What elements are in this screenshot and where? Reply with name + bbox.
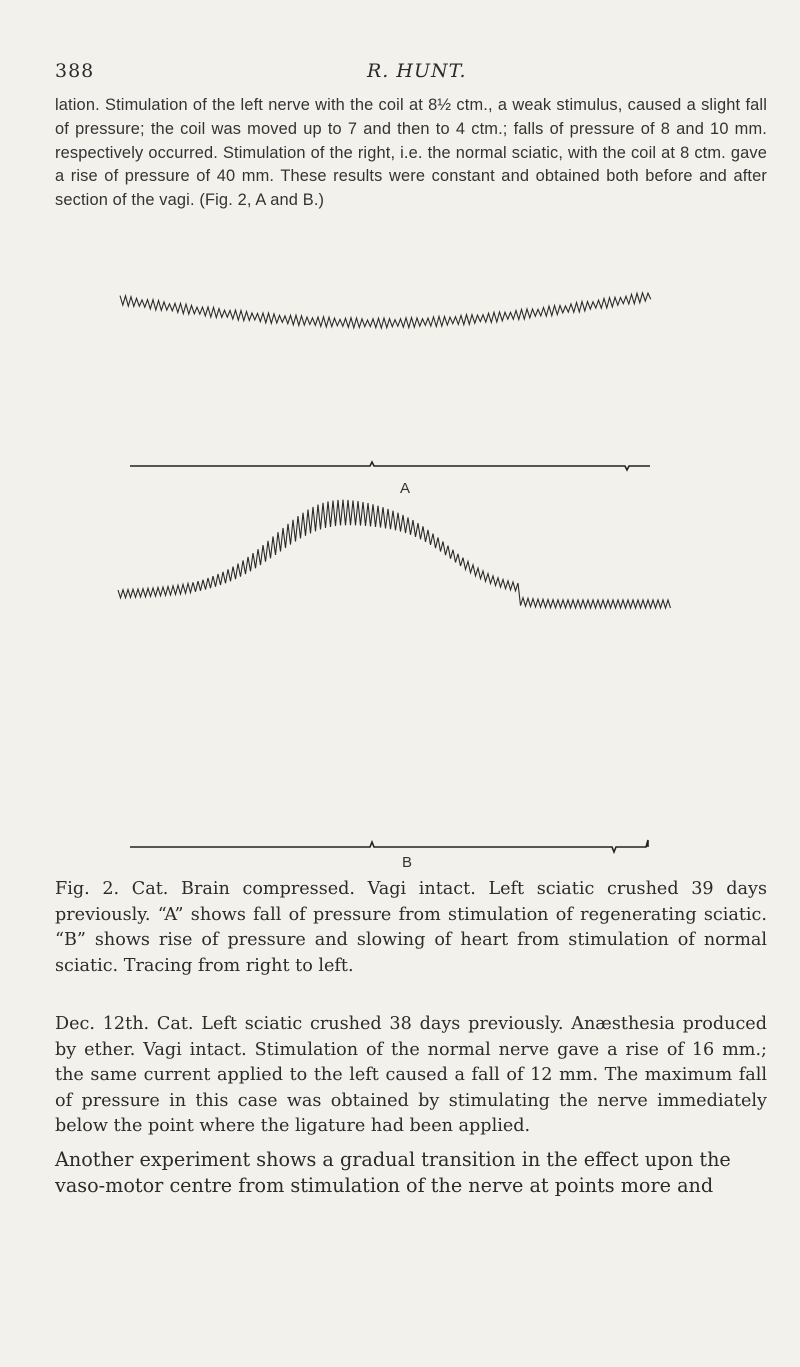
tracing-a-label: A [400,480,411,497]
paragraph-dec-12: Dec. 12th. Cat. Left sciatic crushed 38 days previously. Anæsthesia produced by ether. Vagi intact. Stimulation of the normal nerve gave a rise of 16 mm.; the same current applied to the left caused a fall of 12 mm. The maximum fall of pressure in this case was obtained by stimulating the nerve immediately below the point where the ligature had been applied. [55,1014,767,1136]
tracing-b-label: B [402,854,413,871]
running-title: R. HUNT. [367,60,467,82]
figure-caption: Fig. 2. Cat. Brain compressed. Vagi intact. Left sciatic crushed 39 days previously. “A” shows fall of pressure from stimulation of regenerating sciatic. “B” shows rise of pressure and slowing of heart from stimulation of normal sciatic. Tracing from right to left. [55,879,767,976]
paragraph-continuation: Another experiment shows a gradual transition in the effect upon the vaso-motor centre from stimulation of the nerve at points more and [55,1148,731,1197]
blood-pressure-tracings [0,280,800,880]
tracing-a-signal-line [130,462,650,470]
page-number: 388 [55,60,95,82]
tracing-b-signal-line [130,840,648,852]
tracing-b-pressure-curve [118,500,671,608]
tracing-a-pressure-curve [120,293,651,328]
paragraph-intro: lation. Stimulation of the left nerve with the coil at 8½ ctm., a weak stimulus, caused a slight fall of pressure; the coil was moved up to 7 and then to 4 ctm.; falls of pressure of 8 and 10 mm. respectively occurred. Stimulation of the right, i.e. the normal sciatic, with the coil at 8 ctm. gave a rise of pressure of 40 mm. These results were constant and obtained both before and after section of the vagi. (Fig. 2, A and B.) [55,96,767,210]
